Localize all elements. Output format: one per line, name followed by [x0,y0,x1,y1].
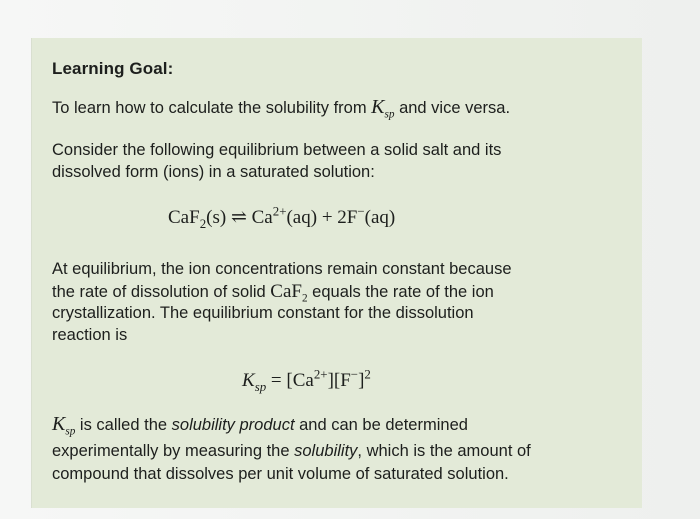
intro-line-1: Consider the following equilibrium between a solid salt and its [52,141,502,159]
intro-line-2: dissolved form (ions) in a saturated solution: [52,163,375,181]
learning-goal-heading: Learning Goal: [52,59,174,78]
para2-line-1: At equilibrium, the ion concentrations remain constant because [52,260,512,278]
para3-line-1: $K_{sp}$ is called the solubility product and can be determined [52,413,468,438]
ksp-expression: $K_{sp} = [Ca^{2+}][F^-]^2$ [242,366,371,394]
goal-statement: To learn how to calculate the solubility from $K_{sp}$ and vice versa. [52,96,511,121]
k-symbol: K [371,96,385,118]
dissolution-equation: CaF$_2$(s) ⇌ $Ca^{2+}(aq) + 2F^-(aq)$ [168,203,396,231]
para2-line-2: the rate of dissolution of solid CaF$_2$ equals the rate of the ion [52,281,494,305]
equilibrium-arrow: ⇌ [230,207,247,228]
para2-line-4: reaction is [52,326,128,344]
para2-line-3: crystallization. The equilibrium constant for the dissolution [52,304,474,322]
para3-line-3: compound that dissolves per unit volume of saturated solution. [52,465,509,483]
para3-line-2: experimentally by measuring the solubility, which is the amount of [52,442,531,460]
